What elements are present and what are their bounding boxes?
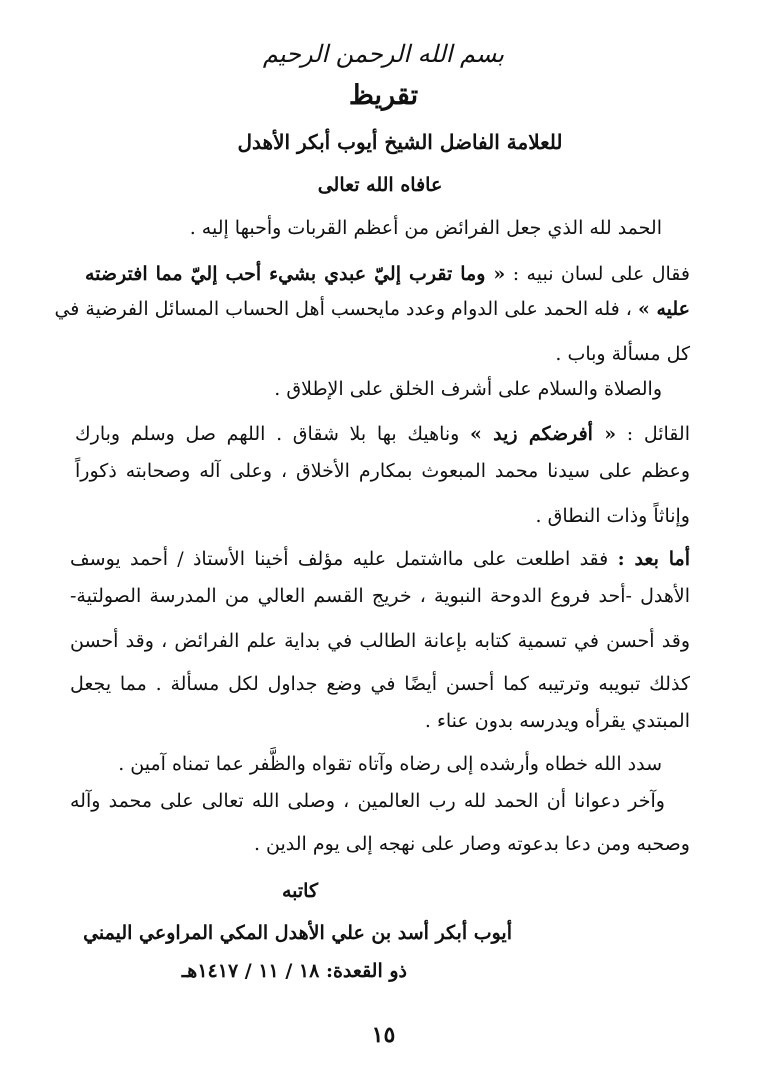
text-segment: وناهيك بها بلا شقاق . اللهم صل وسلم وبارك	[75, 423, 460, 445]
signature-date: ذو القعدة: ١٨ / ١١ / ١٤١٧هـ	[181, 960, 407, 982]
text-line: الأهدل -أحد فروع الدوحة النبوية ، خريج القسم العالي من المدرسة الصولتية-	[70, 585, 690, 607]
text-line: كل مسألة وباب .	[555, 343, 690, 365]
hadith-quote: عليه »	[637, 298, 690, 320]
page-title: تقريظ	[348, 80, 419, 111]
text-line	[54, 293, 690, 325]
hadith-quote: « أفرضكم زيد »	[470, 423, 617, 445]
text-line: المبتدي يقرأه ويدرسه بدون عناء .	[424, 710, 690, 732]
basmala: بسم الله الرحمن الرحيم	[262, 40, 505, 68]
text-segment: فقد اطلعت على مااشتمل عليه مؤلف أخينا الأستاذ / أحمد يوسف	[70, 548, 609, 570]
signature-name: أيوب أبكر أسد بن علي الأهدل المكي المراوعي اليمني	[83, 922, 512, 944]
text-line: وآخر دعوانا أن الحمد لله رب العالمين ، وصلى الله تعالى على محمد وآله	[70, 790, 665, 812]
signature-label: كاتبه	[281, 880, 319, 902]
text-line: وعظم على سيدنا محمد المبعوث بمكارم الأخلاق ، وعلى آله وصحابته ذكوراً	[75, 460, 690, 482]
hadith-quote: « وما تقرب إليّ عبدي بشيء أحب إليّ مما افترضته	[85, 263, 506, 285]
text-line	[85, 258, 690, 290]
text-line: والصلاة والسلام على أشرف الخلق على الإطلاق .	[274, 378, 662, 400]
text-line: وقد أحسن في تسمية كتابه بإعانة الطالب في بداية علم الفرائض ، وقد أحسن	[70, 630, 690, 652]
text-segment: فقال على لسان نبيه :	[512, 263, 690, 285]
text-line	[75, 418, 690, 450]
section-heading: أما بعد :	[617, 548, 690, 570]
text-line: كذلك تبويبه وترتيبه كما أحسن أيضًا في وضع جداول لكل مسألة . مما يجعل	[70, 673, 690, 695]
text-segment: ، فله الحمد على الدوام وعدد مايحسب أهل الحساب المسائل الفرضية في	[54, 298, 632, 320]
text-line: وإناثاً وذات النطاق .	[535, 505, 690, 527]
text-line	[70, 543, 690, 575]
text-line: الحمد لله الذي جعل الفرائض من أعظم القربات وأحبها إليه .	[189, 217, 662, 239]
text-segment: القائل :	[626, 423, 690, 445]
text-line: وصحبه ومن دعا بدعوته وصار على نهجه إلى يوم الدين .	[253, 833, 690, 855]
dua-line: عافاه الله تعالى	[317, 174, 443, 196]
author-line: للعلامة الفاضل الشيخ أيوب أبكر الأهدل	[237, 130, 563, 154]
page-number: ١٥	[371, 1022, 396, 1048]
text-line: سدد الله خطاه وأرشده إلى رضاه وآتاه تقواه والظَّفر عما تمناه آمين .	[118, 753, 662, 775]
